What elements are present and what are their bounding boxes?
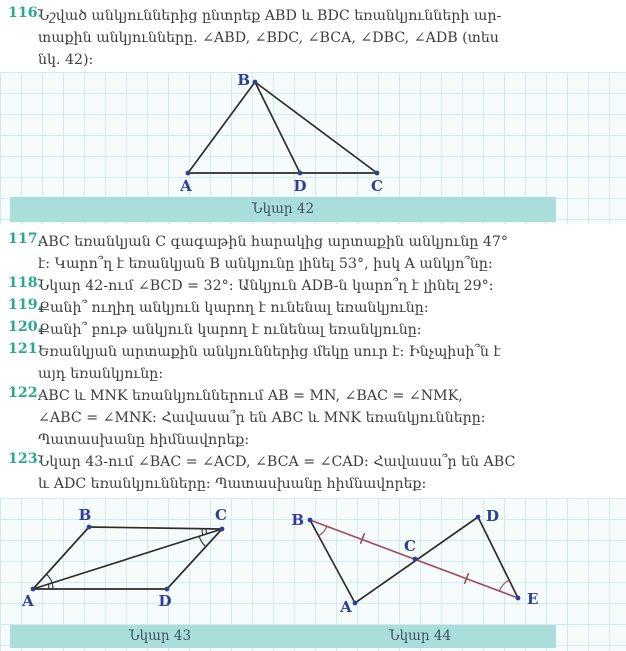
- fig44-point-E: [516, 596, 521, 601]
- fig43-point-A: [31, 587, 36, 592]
- problem-text-line: Նկար 42-ում ∠BCD = 32°։ Անկյուն ADB-ն կարո՞ղ է լինել 29°։: [38, 278, 494, 294]
- problem-119: [0, 297, 626, 319]
- figures-43-44-area: [0, 498, 626, 651]
- fig44-angle-B-arc: [319, 526, 327, 536]
- figure-42-drawing: [0, 72, 626, 197]
- fig44-segment-BA: [310, 520, 355, 603]
- fig44-label-D: D: [486, 507, 500, 525]
- fig43-point-C: [220, 527, 225, 532]
- problem-120: [0, 319, 626, 341]
- problem-number: 121.: [8, 341, 43, 357]
- point-D: [298, 171, 303, 176]
- problem-number: 120.: [8, 319, 43, 335]
- problem-122: [0, 385, 626, 451]
- problem-118: [0, 275, 626, 297]
- fig43-point-D: [165, 587, 170, 592]
- fig43-label-C: C: [215, 506, 227, 524]
- fig43-angle-BAC-arc: [46, 574, 52, 583]
- problem-number: 123.: [8, 451, 43, 467]
- problem-116: [0, 5, 626, 71]
- problem-text-line: ABC եռանկյան C գագաթին հարակից արտաքին անկյունը 47°: [38, 234, 509, 250]
- fig44-point-D: [476, 515, 481, 520]
- problem-number: 118.: [8, 275, 43, 291]
- figures-43-44-caption-bar: [10, 625, 556, 648]
- point-B: [253, 80, 258, 85]
- fig44-label-E: E: [527, 590, 539, 608]
- problem-text-line: Նշված անկյուններից ընտրեք ABD և BDC եռանկյունների ար-: [38, 8, 502, 24]
- problem-123: [0, 451, 626, 495]
- fig43-angle-ACD-arc: [199, 536, 206, 547]
- fig43-angle-CAD-arc2: [52, 583, 53, 589]
- figure-44-caption: Նկար 44: [388, 628, 452, 644]
- problem-text-line: նկ. 42)։: [38, 52, 94, 68]
- problem-text-line: Եռանկյան արտաքին անկյուններից մեկը սուր է։ Ինչպիսի՞ն է: [38, 344, 501, 360]
- fig44-point-B: [308, 518, 313, 523]
- fig43-label-B: B: [78, 506, 92, 524]
- point-A: [186, 171, 191, 176]
- problem-text-line: Պատասխանը հիմնավորեք։: [38, 432, 250, 448]
- problem-121: [0, 341, 626, 385]
- problem-text-line: է։ Կարո՞ղ է եռանկյան B անկյունը լինել 53°, իսկ A անկյո՞նը։: [38, 256, 493, 272]
- problem-text-line: Քանի՞ բութ անկյուն կարող է ունենալ եռանկյունը։: [38, 322, 422, 338]
- point-C: [375, 171, 380, 176]
- fig43-label-D: D: [158, 592, 172, 610]
- problem-row: [0, 5, 626, 71]
- problem-text-line: ABC և MNK եռանկյուններում AB = MN, ∠BAC = ∠NMK,: [38, 388, 463, 404]
- problem-number: 117.: [8, 231, 43, 247]
- segment-BD: [255, 82, 300, 173]
- problem-text-line: և ADC եռանկյունները։ Պատասխանը հիմնավորեք։: [38, 476, 427, 492]
- label-A: A: [180, 177, 192, 195]
- problems-117-123: [0, 231, 626, 495]
- fig44-label-A: A: [340, 598, 352, 616]
- problem-117: [0, 231, 626, 275]
- fig44-label-C: C: [404, 537, 416, 555]
- problem-number: 122.: [8, 385, 43, 401]
- figures-43-44-drawing: [0, 498, 626, 625]
- problem-text-line: Քանի՞ ուղիղ անկյուն կարող է ունենալ եռանկյունը։: [38, 300, 429, 316]
- segment-BC: [255, 82, 377, 173]
- figure-42-caption: Նկար 42: [251, 201, 315, 217]
- fig44-angle-E-arc: [499, 580, 509, 591]
- problem-text-line: ∠ABC = ∠MNK։ Հավասա՞ր են ABC և MNK եռանկյունները։: [38, 410, 486, 426]
- problem-number: 119.: [8, 297, 43, 313]
- fig43-point-B: [87, 525, 92, 530]
- fig43-label-A: A: [22, 592, 34, 610]
- figure-42-area: [0, 72, 626, 224]
- label-B: B: [237, 72, 250, 89]
- problem-text-line: տաքին անկյունները. ∠ABD, ∠BDC, ∠BCA, ∠DBC, ∠ADB (տես: [38, 30, 499, 46]
- problem-text-line: Նկար 43-ում ∠BAC = ∠ACD, ∠BCA = ∠CAD։ Հավասա՞ր են ABC: [38, 454, 516, 470]
- label-D: D: [293, 177, 307, 195]
- figure-43-caption: Նկար 43: [128, 628, 192, 644]
- fig44-label-B: B: [291, 511, 304, 529]
- label-C: C: [371, 177, 383, 195]
- problem-text-line: այդ եռանկյունը։: [38, 366, 164, 382]
- fig44-point-A: [353, 601, 358, 606]
- figure-42-caption-bar: [10, 197, 556, 222]
- problem-number: 116.: [8, 5, 43, 21]
- segment-AB: [188, 82, 255, 173]
- fig44-point-C: [413, 557, 418, 562]
